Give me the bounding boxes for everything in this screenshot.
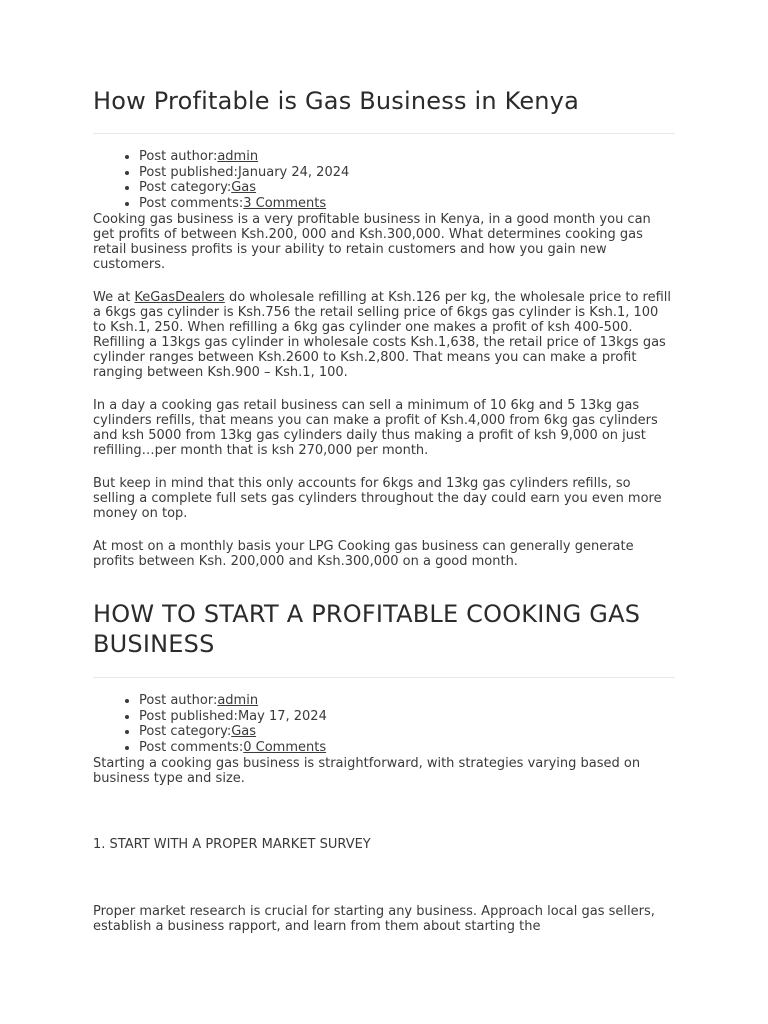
title-divider — [93, 677, 675, 678]
post-published — [139, 709, 327, 725]
post-comments-link[interactable]: 0 Comments — [243, 739, 327, 755]
post-published — [139, 165, 349, 181]
article-body — [93, 212, 675, 569]
post-author-link[interactable]: admin — [217, 149, 259, 164]
kegasdealers-link[interactable]: KeGasDealers — [134, 290, 225, 305]
paragraph-text: do wholesale refilling at Ksh.126 per kg, the wholesale price to refill a 6kgs gas cylinder is Ksh.756 the retail selling price of 6kgs gas cylinder is Ksh.1, 100 to Ksh.1, 250. When refilling a 6kg gas cylinder one makes a profit of ksh 400-500. — [93, 290, 672, 335]
paragraph: In a day a cooking gas retail business can sell a minimum of 10 6kg and 5 13kg gas cylinders refills, that means you can make a profit of Ksh.4,000 from 6kg gas cylinders and ksh 5000 from 13kg gas cylinders daily thus making a profit of ksh 9,000 on just refilling…per month that is ksh 270,000 per month. — [93, 398, 658, 458]
post-author-label: Post author: — [139, 693, 218, 708]
post-author — [139, 149, 349, 165]
post-comments-label: Post comments: — [139, 195, 244, 211]
post-category — [139, 724, 327, 740]
article-title: How Profitable is Gas Business in Kenya — [93, 87, 580, 115]
paragraph: At most on a monthly basis your LPG Cooking gas business can generally generate profits between Ksh. 200,000 and Ksh.300,000 on a good month. — [93, 539, 634, 569]
paragraph: But keep in mind that this only accounts for 6kgs and 13kg gas cylinders refills, so selling a complete full sets gas cylinders throughout the day could earn you even more money on top. — [93, 476, 662, 521]
article-body — [93, 756, 675, 786]
post-category-label: Post category: — [139, 180, 232, 195]
paragraph-text: We at — [93, 290, 135, 305]
paragraph: Cooking gas business is a very profitable business in Kenya, in a good month you can get profits of between Ksh.200, 000 and Ksh.300,000. What determines cooking gas retail business profits is your ability to retain customers and how you gain new customers. — [93, 212, 651, 272]
post-published-date: May 17, 2024 — [237, 708, 327, 724]
post-comments-link[interactable]: 3 Comments — [243, 195, 327, 211]
section-heading: 1. START WITH A PROPER MARKET SURVEY — [93, 837, 371, 852]
post-category-link[interactable]: Gas — [231, 180, 257, 195]
post-published-label: Post published: — [139, 708, 238, 724]
post-author-label: Post author: — [139, 149, 218, 164]
post-comments — [139, 196, 349, 212]
paragraph: Starting a cooking gas business is straightforward, with strategies varying based on business type and size. — [93, 756, 641, 786]
post-published-date: January 24, 2024 — [237, 164, 350, 180]
post-author — [139, 693, 327, 709]
post-published-label: Post published: — [139, 164, 238, 180]
post-category-link[interactable]: Gas — [231, 724, 257, 739]
post-author-link[interactable]: admin — [217, 693, 259, 708]
post-category-label: Post category: — [139, 724, 232, 739]
article-body — [93, 904, 675, 934]
post-meta-list — [93, 149, 349, 211]
article-title: HOW TO START A PROFITABLE COOKING GAS BUSINESS — [93, 600, 641, 658]
post-category — [139, 180, 349, 196]
post-comments — [139, 740, 327, 756]
post-meta-list — [93, 693, 327, 755]
paragraph: Refilling a 13kgs gas cylinder in wholesale costs Ksh.1,638, the retail price of 13kgs gas cylinder ranges between Ksh.2600 to Ksh.2,800. That means you can make a profit ranging between Ksh.900 – Ksh.1, 100. — [93, 335, 666, 380]
paragraph: Proper market research is crucial for starting any business. Approach local gas sellers, establish a business rapport, and learn from them about starting the — [93, 904, 655, 934]
paragraph — [93, 290, 675, 335]
title-divider — [93, 133, 675, 134]
post-comments-label: Post comments: — [139, 739, 244, 755]
